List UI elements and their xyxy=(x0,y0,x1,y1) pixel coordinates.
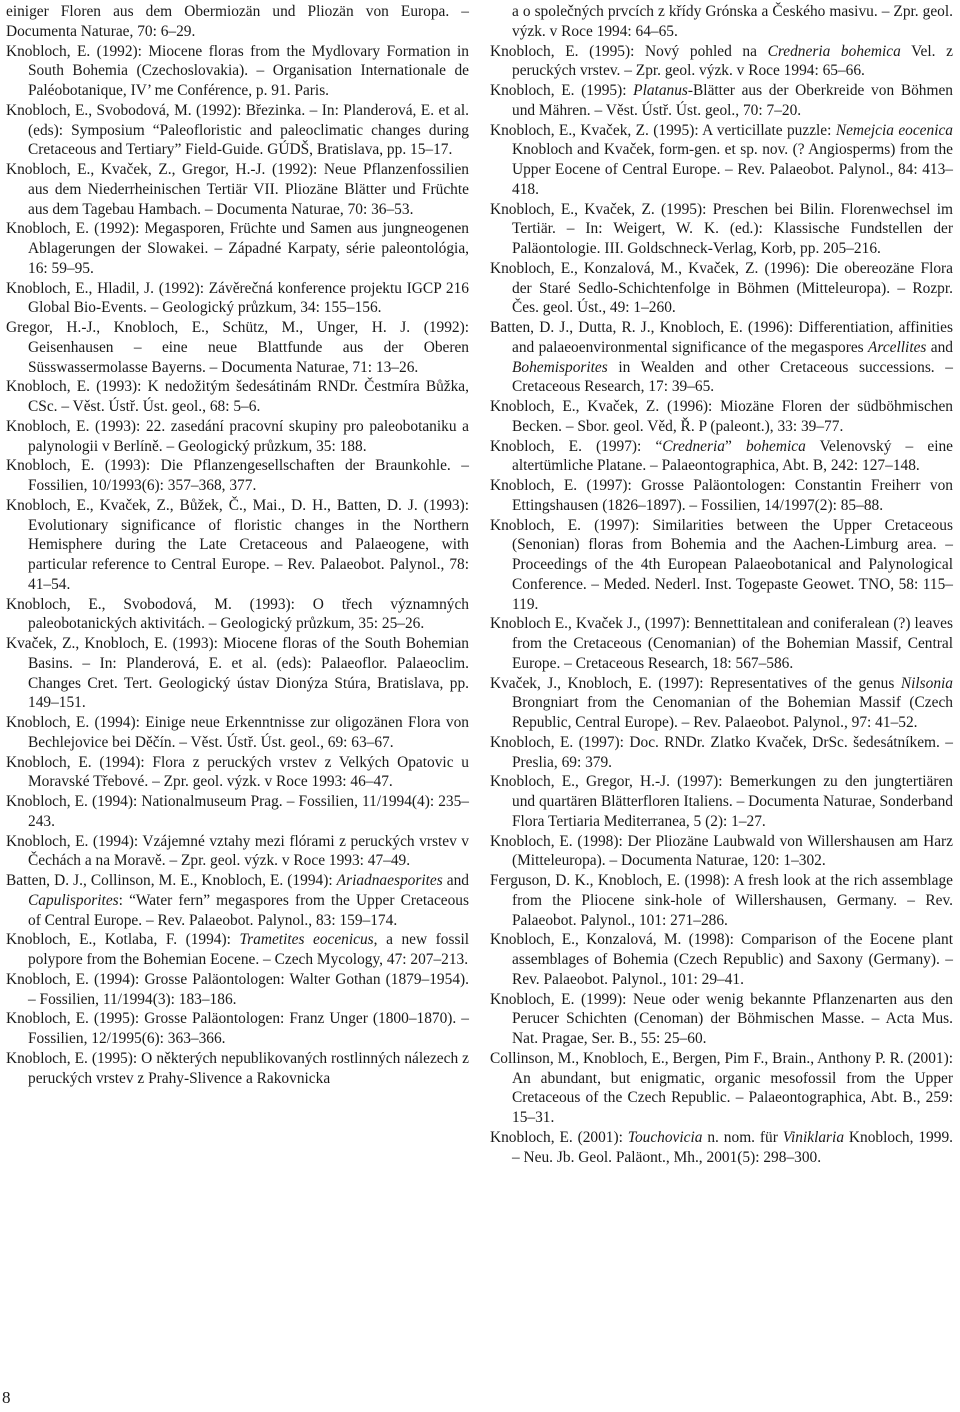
reference-entry: Knobloch, E. (1997): “Credneria” bohemica Velenovský – eine altertümliche Platane. – Palaeontographica, Abt. B, 242: 127–148. xyxy=(490,437,953,475)
reference-entry: Gregor, H.-J., Knobloch, E., Schütz, M., Unger, H. J. (1992): Geisenhausen – eine neue Blattfunde aus der Oberen Süsswassermolasse Bayerns. – Documenta Naturae, 71: 13–26. xyxy=(6,319,469,376)
reference-entry: Batten, D. J., Dutta, R. J., Knobloch, E. (1996): Differentiation, affinities and palaeoenvironmental significance of the megaspores Arcellites and Bohemisporites in Wealden and other Cretaceous successions. – Cretaceous Research, 17: 39–65. xyxy=(490,319,953,396)
reference-entry: Knobloch, E. (1999): Neue oder wenig bekannte Pflanzenarten aus den Perucer Schichten (Cenoman) der Böhmischen Masse. – Acta Mus. Nat. Pragae, Ser. B., 55: 25–60. xyxy=(490,990,953,1047)
reference-entry: Knobloch, E. (1998): Der Pliozäne Laubwald von Willershausen am Harz (Mitteleuropa). – Documenta Naturae, 120: 1–302. xyxy=(490,832,953,870)
reference-entry: Knobloch, E. (1995): O některých nepublikovaných rostlinných nálezech z peruckých vrstev z Prahy-Slivence a Rakovnicka xyxy=(6,1049,469,1087)
page-number: 8 xyxy=(2,1388,11,1407)
reference-entry: Kvaček, Z., Knobloch, E. (1993): Miocene floras of the South Bohemian Basins. – In: Planderová, E. et al. (eds): Palaeoflor. Palaeoclim. Changes Cret. Tert. Geologický ústav Dionýza Stúra, Bratislava, pp. 149–151. xyxy=(6,635,469,712)
reference-entry: Knobloch E., Kvaček J., (1997): Bennettitalean and coniferalean (?) leaves from the Cretaceous (Cenomanian) of the Bohemian Massif, Central Europe. – Cretaceous Research, 18: 567–586. xyxy=(490,615,953,672)
reference-entry: Kvaček, J., Knobloch, E. (1997): Representatives of the genus Nilsonia Brongniart from the Cenomanian of the Bohemian Massif (Czech Republic, Central Europe). – Rev. Palaeobot. Palynol., 97: 41–52. xyxy=(490,674,953,731)
reference-entry: Knobloch, E., Konzalová, M., Kvaček, Z. (1996): Die obereozäne Flora der Staré Sedlo-Schichtenfolge in Böhmen (Mitteleuropa). – Rozpr. Čes. geol. Úst., 49: 1–260. xyxy=(490,259,953,317)
reference-entry: Knobloch, E., Svobodová, M. (1992): Březinka. – In: Planderová, E. et al. (eds): Symposium “Paleofloristic and paleoclimatic changes during Cretaceous and Tertiary” Field-Guide. GÚDŠ, Bratislava, pp. 15–17. xyxy=(6,101,469,159)
reference-entry: Knobloch, E. (1994): Nationalmuseum Prag. – Fossilien, 11/1994(4): 235–243. xyxy=(6,793,469,830)
reference-entry: Knobloch, E., Kvaček, Z. (1995): A verticillate puzzle: Nemejcia eocenica Knobloch and Kvaček, form-gen. et sp. nov. (? Angiosperms) from the Upper Eocene of Central Europe. – Rev. Palaeobot. Palynol., 84: 413–418. xyxy=(490,121,954,198)
reference-entry: Knobloch, E. (1993): Die Pflanzengesellschaften der Braunkohle. – Fossilien, 10/1993(6): 357–368, 377. xyxy=(6,457,469,494)
reference-entry: Knobloch, E. (2001): Touchovicia n. nom. für Viniklaria Knobloch, 1999. – Neu. Jb. Geol. Paläont., Mh., 2001(5): 298–300. xyxy=(490,1128,953,1166)
reference-entry: Knobloch, E., Svobodová, M. (1993): O třech významných paleobotanických aktivitách. – Geologický průzkum, 35: 25–26. xyxy=(6,595,469,633)
reference-entry: Knobloch, E. (1994): Grosse Paläontologen: Walter Gothan (1879–1954). – Fossilien, 11/1994(3): 183–186. xyxy=(6,970,469,1008)
reference-entry: Knobloch, E. (1995): Platanus-Blätter aus der Oberkreide von Böhmen und Mähren. – Věst. Ústř. Úst. geol., 70: 7–20. xyxy=(490,82,953,119)
reference-entry: einiger Floren aus dem Obermiozän und Pliozän von Europa. – Documenta Naturae, 70: 6–29. xyxy=(6,3,469,40)
reference-entry: Knobloch, E., Gregor, H.-J. (1997): Bemerkungen zu den jungtertiären und quartären Blätterfloren Italiens. – Documenta Naturae, Sonderband Flora Tertiaria Mediterranea, 5 (2): 1–27. xyxy=(490,773,953,830)
reference-entry: Knobloch, E. (1992): Miocene floras from the Mydlovary Formation in South Bohemia (Czechoslovakia). – Organisation Internationale de Paléobotanique, IV’ me Conférence, p. 91. Paris. xyxy=(6,42,469,99)
reference-entry: Knobloch, E., Konzalová, M. (1998): Comparison of the Eocene plant assemblages of Bohemia (Czech Republic) and Saxony (Germany). – Rev. Palaeobot. Palynol., 101: 29–41. xyxy=(490,931,953,988)
reference-entry: Knobloch, E., Kotlaba, F. (1994): Trametites eocenicus, a new fossil polypore from the Bohemian Eocene. – Czech Mycology, 47: 207–213. xyxy=(6,931,469,968)
reference-entry: Knobloch, E. (1994): Flora z peruckých vrstev z Velkých Opatovic u Moravské Třebové. – Zpr. geol. výzk. v Roce 1993: 46–47. xyxy=(6,753,469,791)
references-column-left xyxy=(6,2,469,1088)
reference-entry: Knobloch, E., Kvaček, Z. (1995): Preschen bei Bilin. Florenwechsel im Tertiär. – In: Weigert, W. K. (ed.): Klassische Fundstellen der Paläontologie. III. Goldschneck-Verlag, Korb, pp. 205–216. xyxy=(490,200,953,257)
reference-entry: Knobloch, E., Kvaček, Z. (1996): Miozäne Floren der südböhmischen Becken. – Sbor. geol. Věd, Ř. P (paleont.), 33: 39–77. xyxy=(490,398,953,435)
reference-entry: Knobloch, E. (1993): K nedožitým šedesátinám RNDr. Čestmíra Bůžka, CSc. – Věst. Ústř. Úst. geol., 68: 5–6. xyxy=(6,378,469,415)
reference-entry: Knobloch, E., Kvaček, Z., Gregor, H.-J. (1992): Neue Pflanzenfossilien aus dem Niederrheinischen Tertiär VII. Pliozäne Blätter und Früchte aus dem Tagebau Hambach. – Documenta Naturae, 70: 36–53. xyxy=(6,161,469,218)
reference-entry: Knobloch, E. (1994): Einige neue Erkenntnisse zur oligozänen Flora von Bechlejovice bei Děčín. – Věst. Ústř. Úst. geol., 69: 63–67. xyxy=(6,714,469,751)
reference-entry: Knobloch, E., Hladil, J. (1992): Závěrečná konference projektu IGCP 216 Global Bio-Events. – Geologický průzkum, 34: 155–156. xyxy=(6,279,469,317)
reference-entry: Knobloch, E. (1997): Grosse Paläontologen: Constantin Freiherr von Ettingshausen (1826–1897). – Fossilien, 14/1997(2): 85–88. xyxy=(490,477,953,514)
reference-entry: Knobloch, E. (1997): Similarities between the Upper Cretaceous (Senonian) floras from Bohemia and the Aachen-Limburg area. – Proceedings of the 4th European Palaeobotanical and Palynological Conference. – Meded. Nederl. Inst. Togepaste Geowet. TNO, 58: 115–119. xyxy=(490,516,953,613)
reference-entry: Knobloch, E. (1995): Grosse Paläontologen: Franz Unger (1800–1870). – Fossilien, 12/1995(6): 363–366. xyxy=(6,1010,469,1047)
reference-entry: Knobloch, E. (1993): 22. zasedání pracovní skupiny pro paleobotaniku a palynologii v Berlíně. – Geologický průzkum, 35: 188. xyxy=(6,417,469,455)
reference-entry: Knobloch, E. (1992): Megasporen, Früchte und Samen aus jungneogenen Ablagerungen der Slowakei. – Západné Karpaty, série paleontológia, 16: 59–95. xyxy=(6,220,469,277)
references-column-right xyxy=(490,2,953,1167)
reference-entry: Knobloch, E. (1994): Vzájemné vztahy mezi flórami z peruckých vrstev v Čechách a na Moravě. – Zpr. geol. výzk. v Roce 1993: 47–49. xyxy=(6,832,469,870)
reference-entry: Ferguson, D. K., Knobloch, E. (1998): A fresh look at the rich assemblage from the Pliocene sink-hole of Willershausen, Germany. – Rev. Palaeobot. Palynol., 101: 271–286. xyxy=(490,872,953,929)
reference-entry: Collinson, M., Knobloch, E., Bergen, Pim F., Brain., Anthony P. R. (2001): An abundant, but enigmatic, organic mesofossil from the Upper Cretaceous of the Czech Republic. – Palaeontographica, Abt. B., 259: 15–31. xyxy=(490,1049,953,1126)
reference-entry: Knobloch, E. (1995): Nový pohled na Credneria bohemica Vel. z peruckých vrstev. – Zpr. geol. výzk. v Roce 1994: 65–66. xyxy=(490,42,953,80)
reference-entry: Batten, D. J., Collinson, M. E., Knobloch, E. (1994): Ariadnaesporites and Capulisporites: “Water fern” megaspores from the Upper Cretaceous of Central Europe. – Rev. Palaeobot. Palynol., 83: 159–174. xyxy=(6,872,469,929)
reference-entry: Knobloch, E. (1997): Doc. RNDr. Zlatko Kvaček, DrSc. šedesátníkem. – Preslia, 69: 379. xyxy=(490,733,953,771)
reference-entry: Knobloch, E., Kvaček, Z., Bůžek, Č., Mai., D. H., Batten, D. J. (1993): Evolutionary significance of floristic changes in the Northern Hemisphere during the Late Cretaceous and Palaeogene, with particular reference to Central Europe. – Rev. Palaeobot. Palynol., 78: 41–54. xyxy=(6,496,469,593)
reference-entry: a o společných prvcích z křídy Grónska a Českého masivu. – Zpr. geol. výzk. v Roce 1994: 64–65. xyxy=(512,3,953,40)
